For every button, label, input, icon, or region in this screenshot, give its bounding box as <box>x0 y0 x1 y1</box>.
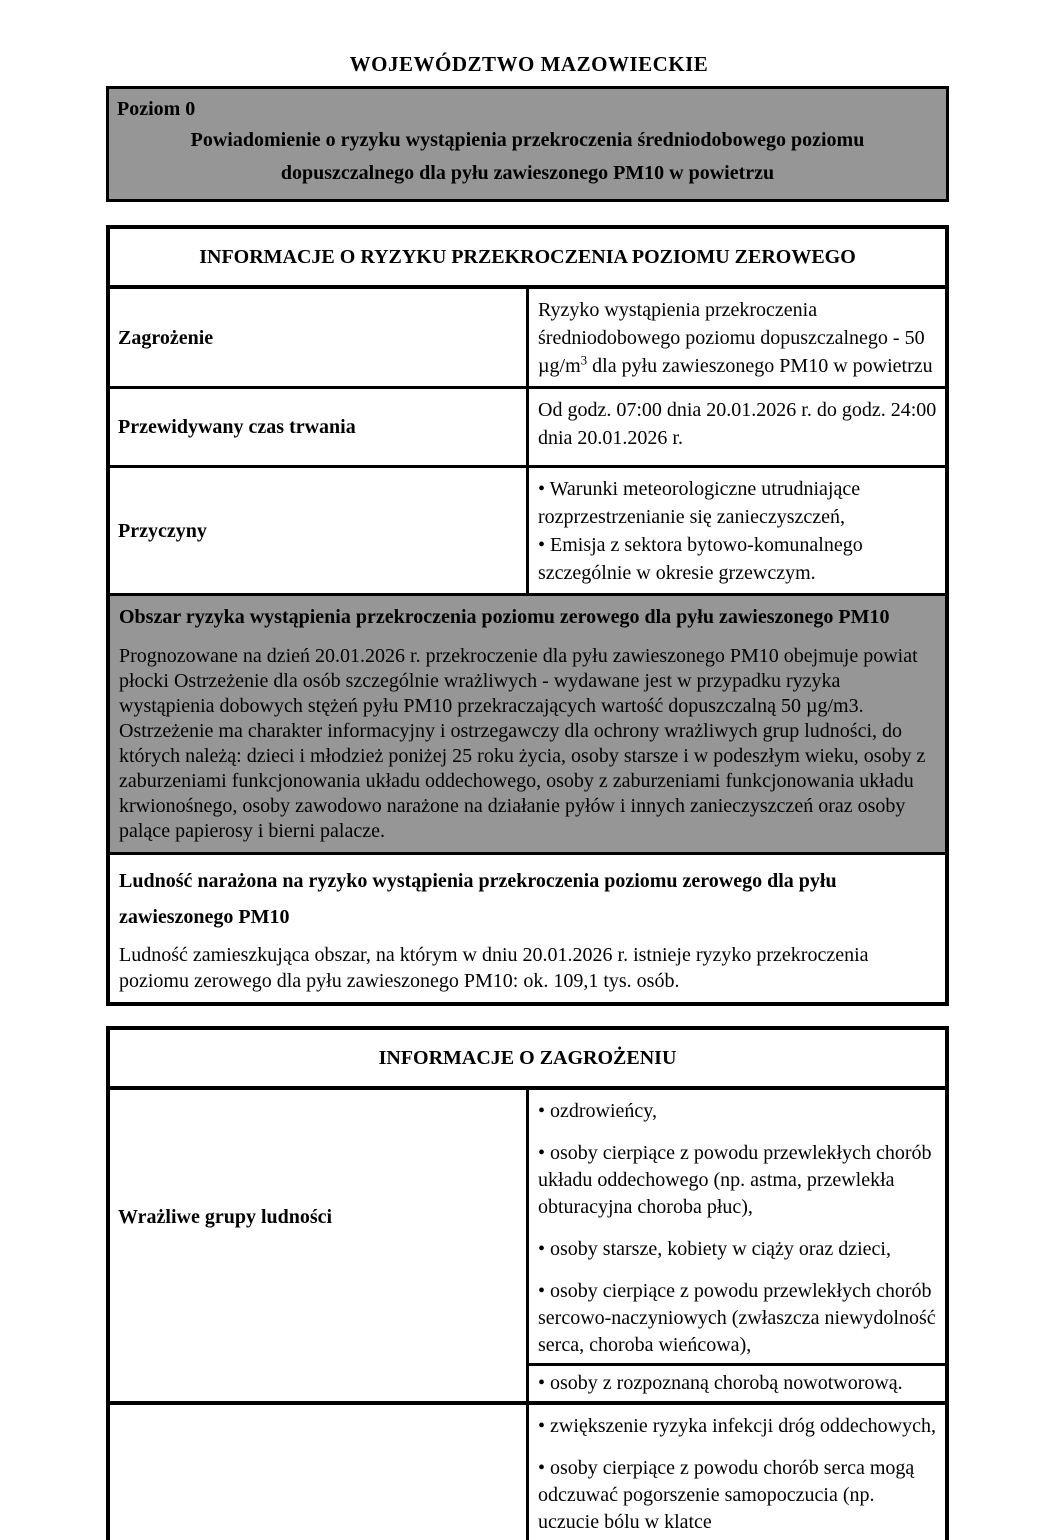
hazard-info-table <box>106 1026 949 1540</box>
causes-label: Przyczyny <box>108 467 528 595</box>
hazard-value-text-tail: dla pyłu zawieszonego PM10 w powietrzu <box>587 355 933 377</box>
hazard-table-header-row <box>108 1028 947 1088</box>
risk-table-header-row <box>108 227 947 287</box>
alert-title-line1: Powiadomienie o ryzyku wystąpienia przekroczenia średniodobowego poziomu <box>190 129 865 151</box>
alert-level-label: Poziom 0 <box>117 98 196 120</box>
hazard-value <box>528 287 948 388</box>
risk-table-header: INFORMACJE O RYZYKU PRZEKROCZENIA POZIOMU ZEROWEGO <box>108 227 947 287</box>
vulnerable-group-item: • ozdrowieńcy, <box>538 1100 657 1122</box>
duration-row <box>108 388 947 467</box>
duration-label: Przewidywany czas trwania <box>108 388 528 467</box>
hazard-table-header: INFORMACJE O ZAGROŻENIU <box>108 1028 947 1088</box>
health-effects-row <box>108 1403 947 1540</box>
hazard-row <box>108 287 947 388</box>
population-body: Ludność zamieszkująca obszar, na którym w dniu 20.01.2026 r. istnieje ryzyko przekroczenia poziomu zerowego dla pyłu zawieszonego PM10: ok. 109,1 tys. osób. <box>119 944 869 992</box>
risk-area-header: Obszar ryzyka wystąpienia przekroczenia poziomu zerowego dla pyłu zawieszonego PM10 <box>119 606 890 628</box>
page-title: WOJEWÓDZTWO MAZOWIECKIE <box>349 52 709 76</box>
population-cell <box>108 854 947 1005</box>
health-effects-label <box>108 1403 528 1540</box>
risk-area-row <box>108 595 947 854</box>
duration-value: Od godz. 07:00 dnia 20.01.2026 r. do godz. 24:00 dnia 20.01.2026 r. <box>528 388 948 467</box>
health-effects-list <box>528 1403 948 1540</box>
population-row <box>108 854 947 1005</box>
causes-value <box>528 467 948 595</box>
vulnerable-groups-row <box>108 1088 947 1365</box>
vulnerable-groups-label: Wrażliwe grupy ludności <box>108 1088 528 1403</box>
risk-area-body: Prognozowane na dzień 20.01.2026 r. przekroczenie dla pyłu zawieszonego PM10 obejmuje powiat płocki Ostrzeżenie dla osób szczególnie wrażliwych - wydawane jest w przypadku ryzyka wystąpienia dobowych stężeń pyłu PM10 przekraczających wartość dopuszczalną 50 µg/m3. Ostrzeżenie ma charakter informacyjny i ostrzegawczy dla ochrony wrażliwych grup ludności, do których należą: dzieci i młodzież poniżej 25 roku życia, osoby starsze i w podeszłym wieku, osoby z zaburzeniami funkcjonowania układu oddechowego, osoby z zaburzeniami funkcjonowania układu krwionośnego, osoby zawodowo narażone na działanie pyłów i innych zanieczyszczeń oraz osoby palące papierosy i bierni palacze. <box>119 645 926 842</box>
risk-info-table <box>106 225 949 1006</box>
vulnerable-group-item: • osoby starsze, kobiety w ciąży oraz dzieci, <box>538 1238 891 1260</box>
risk-area-cell <box>108 595 947 854</box>
population-header: Ludność narażona na ryzyko wystąpienia przekroczenia poziomu zerowego dla pyłu zawieszonego PM10 <box>119 870 837 928</box>
hazard-value-superscript: 3 <box>580 352 588 368</box>
vulnerable-groups-list <box>528 1088 948 1365</box>
cause-item: • Warunki meteorologiczne utrudniające rozprzestrzenianie się zanieczyszczeń, <box>538 478 861 528</box>
causes-row <box>108 467 947 595</box>
cause-item: • Emisja z sektora bytowo-komunalnego szczególnie w okresie grzewczym. <box>538 534 863 584</box>
hazard-label: Zagrożenie <box>108 287 528 388</box>
health-effect-item: • zwiększenie ryzyka infekcji dróg oddechowych, <box>538 1415 936 1437</box>
vulnerable-group-item: • osoby cierpiące z powodu przewlekłych chorób sercowo-naczyniowych (zwłaszcza niewydolność serca, choroba wieńcowa), <box>538 1280 936 1356</box>
health-effect-item: • osoby cierpiące z powodu chorób serca mogą odczuwać pogorszenie samopoczucia (np. uczucie bólu w klatce <box>538 1457 915 1533</box>
vulnerable-group-item: • osoby cierpiące z powodu przewlekłych chorób układu oddechowego (np. astma, przewlekła obturacyjna choroba płuc), <box>538 1142 932 1218</box>
alert-level-box <box>106 86 949 202</box>
alert-title-line2: dopuszczalnego dla pyłu zawieszonego PM10 w powietrzu <box>280 162 775 184</box>
hazard-value-text: Ryzyko wystąpienia przekroczenia średniodobowego poziomu dopuszczalnego - 50 µg/m <box>538 299 925 377</box>
vulnerable-group-item-last: • osoby z rozpoznaną chorobą nowotworową. <box>528 1365 948 1404</box>
